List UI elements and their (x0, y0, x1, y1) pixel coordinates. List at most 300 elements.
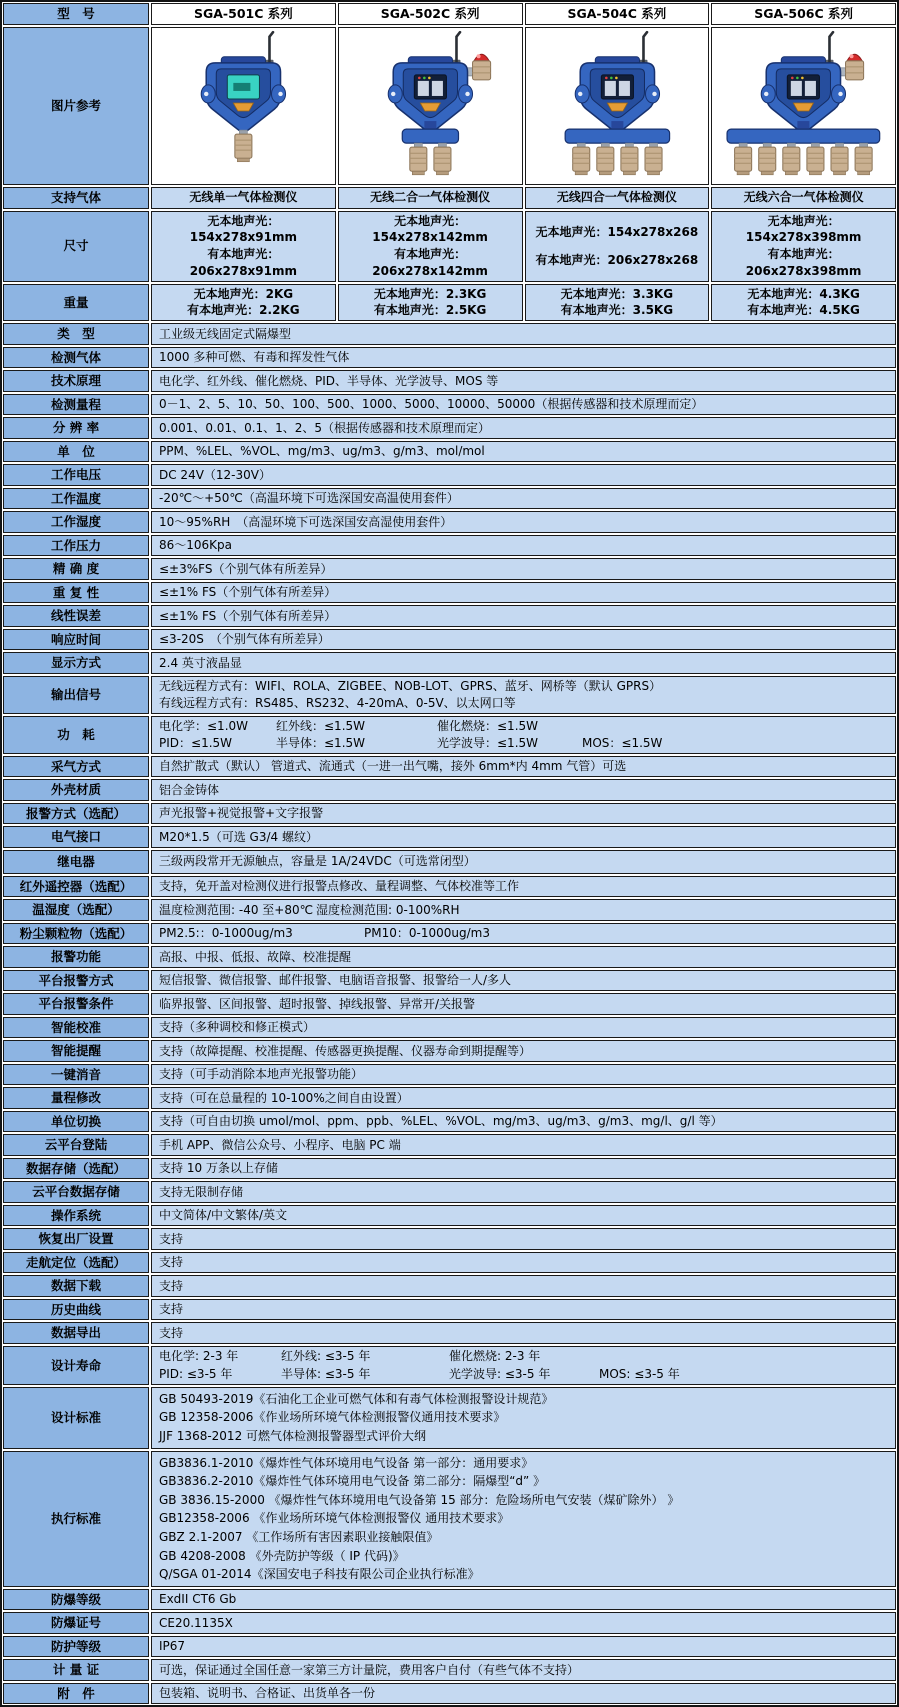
spec-row (3, 779, 896, 801)
row-value-text: -20℃～+50℃（高温环境下可选深国安高温使用套件） (159, 491, 459, 506)
row-label-text: 工作温度 (50, 490, 101, 506)
row-label-text: 附 件 (57, 1685, 95, 1701)
sga-504c-detector (527, 29, 708, 183)
row-label-text: 采气方式 (50, 758, 101, 774)
row-value (151, 923, 896, 945)
spec-row (3, 716, 896, 754)
row-value-text: ≤3-20S （个别气体有所差异） (159, 632, 330, 647)
row-value-line (159, 925, 888, 942)
model-value-cell (525, 211, 710, 282)
row-value-text: CE20.1135X (159, 1615, 233, 1630)
row-value-text: 1000 多种可燃、有毒和挥发性气体 (159, 350, 350, 365)
spec-row (3, 1659, 896, 1681)
detector-body (388, 56, 472, 131)
row-label-text: 继电器 (57, 854, 95, 870)
row-value-text: 支持（多种调校和修正模式） (159, 1020, 316, 1035)
model-name: SGA-504C 系列 (567, 6, 667, 21)
row-label-text: 一键消音 (50, 1066, 101, 1082)
row-label (3, 1683, 149, 1705)
model-value-lines (154, 286, 333, 320)
spec-row (3, 1299, 896, 1321)
product-image-cell (151, 27, 336, 185)
row-label (3, 779, 149, 801)
row-label-text: 数据下载 (50, 1278, 101, 1294)
spec-row (3, 1636, 896, 1658)
row-value (151, 511, 896, 533)
model-value-text: 无线二合一气体检测仪 (370, 190, 491, 205)
row-value (151, 1387, 896, 1449)
row-label (3, 187, 149, 209)
row-value-text: 支持 (159, 1231, 184, 1246)
spec-row (3, 970, 896, 992)
spec-row (3, 370, 896, 392)
row-value-text: 自然扩散式（默认） 管道式、流通式（一进一出气嘴，接外 6mm*内 4mm 气管）可选 (159, 759, 627, 774)
spec-row (3, 1181, 896, 1203)
row-value-lines (159, 1453, 888, 1585)
row-label-text: 计 量 证 (52, 1662, 100, 1678)
row-label (3, 1017, 149, 1039)
row-value-text: 支持 (159, 1278, 184, 1293)
row-value-text: ExdII CT6 Gb (159, 1592, 237, 1607)
row-value-text: ≤±1% FS（个别气体有所差异） (159, 585, 337, 600)
model-value-lines (528, 286, 707, 320)
model-value-line: 无本地声光：154x278x398mm (745, 213, 862, 245)
row-value-lines (159, 901, 888, 919)
row-label-text: 图片参考 (50, 97, 101, 113)
model-value-line: 无本地声光：3.3KG (560, 286, 674, 301)
spec-row (3, 993, 896, 1015)
row-label (3, 1111, 149, 1133)
row-label (3, 323, 149, 345)
spec-row (3, 1589, 896, 1611)
row-value-text: 包装箱、说明书、合格证、出货单各一份 (159, 1686, 376, 1701)
row-value-text: 可选，保证通过全国任意一家第三方计量院，费用客户自付（有些气体不支持） (159, 1662, 580, 1677)
spec-row (3, 1451, 896, 1587)
model-value-lines (341, 286, 520, 320)
row-label (3, 211, 149, 282)
row-value-line: 有线远程方式有：RS485、RS232、4-20mA、0-5V、以太网口等 (159, 695, 516, 710)
model-value-lines (714, 286, 893, 320)
spec-row (3, 899, 896, 921)
row-value-text: IP67 (159, 1639, 186, 1654)
row-value-line: GB 3836.15-2000 《爆炸性气体环境用电气设备第 15 部分：危险场所电气安装（煤矿除外） 》 (159, 1492, 680, 1507)
spec-row (3, 652, 896, 674)
row-label-text: 平台报警方式 (38, 972, 114, 988)
row-label (3, 1299, 149, 1321)
row-label-text: 执行标准 (50, 1511, 101, 1527)
row-value-text: 支持无限制存储 (159, 1184, 244, 1199)
row-value-text: 铝合金铸体 (159, 782, 220, 797)
row-value-line: GB 4208-2008 《外壳防护等级（ IP 代码)》 (159, 1548, 405, 1563)
gas-sensor-probe-icon (620, 143, 637, 175)
row-value (151, 1064, 896, 1086)
spec-row (3, 1252, 896, 1274)
spec-row (3, 187, 896, 209)
spec-row (3, 441, 896, 463)
gas-sensor-probe-icon (783, 143, 800, 175)
model-value-line: 有本地声光：2.5KG (373, 303, 487, 318)
row-value (151, 1134, 896, 1156)
row-label-text: 工作湿度 (50, 514, 101, 530)
row-label (3, 1087, 149, 1109)
gas-sensor-probe-icon (572, 143, 589, 175)
row-value-lines (159, 1348, 888, 1383)
row-label (3, 394, 149, 416)
row-value (151, 1636, 896, 1658)
row-value (151, 323, 896, 345)
gas-sensor-probe-icon (644, 143, 661, 175)
model-value-text: 无线单一气体检测仪 (189, 190, 298, 205)
row-value-segment: 半导体: ≤3-5 年 (281, 1366, 371, 1381)
product-image-cell (338, 27, 523, 185)
row-value-line (159, 1366, 888, 1383)
row-value (151, 850, 896, 874)
model-value-lines (341, 213, 520, 280)
row-label (3, 488, 149, 510)
model-value-cell (711, 211, 896, 282)
row-label-text: 云平台数据存储 (32, 1184, 120, 1200)
model-value-lines (714, 213, 893, 280)
row-value-segment: PID: ≤3-5 年 (159, 1366, 233, 1381)
row-label (3, 876, 149, 898)
row-label-text: 单 位 (57, 443, 95, 459)
row-value (151, 826, 896, 848)
row-value-segment: MOS：≤1.5W (582, 735, 663, 750)
row-value-lines (159, 1389, 888, 1447)
row-label-text: 技术原理 (50, 373, 101, 389)
row-value (151, 1275, 896, 1297)
row-value-text: 支持（可自由切换 umol/mol、ppm、ppb、%LEL、%VOL、mg/m3、ug/m3、g/m3、mg/l、g/l 等） (159, 1114, 723, 1129)
model-value-cell (151, 211, 336, 282)
row-value-text: 高报、中报、低报、故障、校准提醒 (159, 949, 352, 964)
row-label-text: 检测量程 (50, 396, 101, 412)
row-value-line: Q/SGA 01-2014《深国安电子科技有限公司企业执行标准》 (159, 1567, 480, 1582)
row-label (3, 899, 149, 921)
row-value-text: ≤±3%FS（个别气体有所差异） (159, 561, 333, 576)
row-value-line (159, 718, 888, 735)
row-label-text: 精 确 度 (52, 561, 100, 577)
model-value-cell (525, 187, 710, 209)
row-value (151, 464, 896, 486)
spec-row (3, 488, 896, 510)
model-value-cell (525, 284, 710, 322)
row-label-text: 工作压力 (50, 537, 101, 553)
spec-row (3, 1111, 896, 1133)
row-value-segment: 电化学：≤1.0W (159, 718, 249, 733)
row-label-text: 智能提醒 (50, 1043, 101, 1059)
row-value-text: PPM、%LEL、%VOL、mg/m3、ug/m3、g/m3、mol/mol (159, 444, 485, 459)
row-value-segment: 温度检测范围: -40 至+80℃ (159, 902, 314, 917)
row-label (3, 347, 149, 369)
sensor-manifold (565, 129, 669, 143)
row-value (151, 1299, 896, 1321)
row-label-text: 功 耗 (57, 727, 95, 743)
row-label-text: 走航定位（选配） (25, 1254, 126, 1270)
row-label (3, 582, 149, 604)
row-value (151, 676, 896, 714)
row-value (151, 535, 896, 557)
row-value-segment: 湿度检测范围: 0-100%RH (316, 902, 460, 917)
detector-body (761, 56, 845, 131)
row-value-text: 电化学、红外线、催化燃烧、PID、半导体、光学波导、MOS 等 (159, 373, 499, 388)
sensor-manifold (402, 129, 458, 143)
row-value (151, 1589, 896, 1611)
spec-row (3, 1017, 896, 1039)
model-value-cell (338, 211, 523, 282)
row-label-text: 尺寸 (63, 238, 89, 254)
spec-row (3, 347, 896, 369)
row-value-lines (159, 718, 888, 752)
row-value (151, 1228, 896, 1250)
model-value-line: 有本地声光：4.5KG (747, 303, 860, 318)
model-header-cell (525, 3, 710, 25)
model-value-line: 无本地声光：2.3KG (373, 286, 487, 301)
model-value-line: 有本地声光：206x278x398mm (745, 247, 862, 278)
spec-row (3, 605, 896, 627)
model-value-line: 无本地声光：4.3KG (747, 286, 860, 301)
row-label (3, 676, 149, 714)
row-value (151, 1252, 896, 1274)
model-header-cell (151, 3, 336, 25)
model-value-line: 有本地声光：206x278x142mm (372, 247, 488, 278)
model-value-line: 有本地声光：2.2KG (187, 303, 300, 318)
row-label (3, 946, 149, 968)
spec-row (3, 1158, 896, 1180)
row-value-line: GB 12358-2006《作业场所环境气体检测报警仪通用技术要求》 (159, 1410, 506, 1425)
row-label (3, 3, 149, 25)
row-label (3, 970, 149, 992)
sga-502c-detector (340, 29, 521, 183)
spec-row (3, 284, 896, 322)
row-label (3, 284, 149, 322)
row-value (151, 716, 896, 754)
gas-sensor-probe-icon (235, 130, 252, 162)
model-header-cell (711, 3, 896, 25)
row-label (3, 652, 149, 674)
spec-row (3, 582, 896, 604)
row-label-text: 防爆证号 (50, 1615, 101, 1631)
row-value (151, 370, 896, 392)
gas-sensor-probe-icon (807, 143, 824, 175)
row-value-segment: 光学波导: ≤3-5 年 (449, 1366, 551, 1381)
model-value-line: 无本地声光：2KG (193, 286, 294, 301)
row-label (3, 1322, 149, 1344)
row-label (3, 1064, 149, 1086)
row-value (151, 1111, 896, 1133)
model-value-text: 无线四合一气体检测仪 (556, 190, 677, 205)
row-label-text: 温湿度（选配） (32, 902, 120, 918)
model-value-line: 有本地声光：3.5KG (560, 303, 674, 318)
row-label (3, 1451, 149, 1587)
row-label (3, 803, 149, 825)
model-value-lines (528, 213, 707, 280)
model-name: SGA-502C 系列 (380, 6, 480, 21)
row-label-text: 设计标准 (50, 1410, 101, 1426)
model-value-cell (338, 187, 523, 209)
row-value-segment: PM10：0-1000ug/m3 (364, 926, 490, 941)
row-label (3, 1589, 149, 1611)
row-label-text: 智能校准 (50, 1019, 101, 1035)
row-value-segment: 红外线: ≤3-5 年 (281, 1349, 371, 1364)
row-value (151, 1659, 896, 1681)
row-value (151, 1322, 896, 1344)
spec-row (3, 923, 896, 945)
row-label (3, 535, 149, 557)
row-value-line: JJF 1368-2012 可燃气体检测报警器型式评价大纲 (159, 1429, 427, 1444)
row-value (151, 1017, 896, 1039)
row-value-text: 86～106Kpa (159, 538, 233, 553)
row-label (3, 605, 149, 627)
row-value (151, 347, 896, 369)
row-value (151, 779, 896, 801)
row-value (151, 558, 896, 580)
row-value (151, 1040, 896, 1062)
row-label (3, 417, 149, 439)
spec-row (3, 417, 896, 439)
row-label (3, 1228, 149, 1250)
gas-sensor-probe-icon (434, 143, 451, 175)
row-label-text: 单位切换 (50, 1113, 101, 1129)
model-header-cell (338, 3, 523, 25)
row-label-text: 外壳材质 (50, 782, 101, 798)
row-value (151, 488, 896, 510)
row-label-text: 显示方式 (50, 655, 101, 671)
row-label (3, 1612, 149, 1634)
row-label (3, 441, 149, 463)
row-value (151, 629, 896, 651)
row-label (3, 923, 149, 945)
spec-row (3, 511, 896, 533)
spec-row (3, 1612, 896, 1634)
row-value (151, 1683, 896, 1705)
row-value-text: 支持，免开盖对检测仪进行报警点修改、量程调整、气体校准等工作 (159, 879, 520, 894)
row-value (151, 1158, 896, 1180)
row-value-text: 临界报警、区间报警、超时报警、掉线报警、异常开/关报警 (159, 996, 476, 1011)
detector-body (575, 56, 659, 131)
row-label-text: 恢复出厂设置 (38, 1231, 114, 1247)
row-label-text: 粉尘颗粒物（选配） (19, 925, 133, 941)
row-value (151, 946, 896, 968)
model-value-line: 无本地声光：154x278x91mm (189, 213, 298, 245)
row-label-text: 报警方式（选配） (25, 805, 126, 821)
gas-sensor-probe-icon (735, 143, 752, 175)
sga-501c-detector (153, 29, 334, 183)
row-value (151, 803, 896, 825)
row-label-text: 支持气体 (50, 189, 101, 205)
spec-row (3, 211, 896, 282)
row-value-text: 三级两段常开无源触点，容量是 1A/24VDC（可选常闭型） (159, 854, 476, 869)
row-value-text: 工业级无线固定式隔爆型 (159, 326, 292, 341)
spec-row (3, 535, 896, 557)
spec-row (3, 850, 896, 874)
row-value-line: GB 50493-2019《石油化工企业可燃气体和有毒气体检测报警设计规范》 (159, 1391, 554, 1406)
row-value-segment: 红外线：≤1.5W (276, 718, 366, 733)
row-label-text: 报警功能 (50, 949, 101, 965)
model-value-cell (711, 187, 896, 209)
row-value (151, 899, 896, 921)
row-value-text: 支持（故障提醒、校准提醒、传感器更换提醒、仪器寿命到期提醒等） (159, 1043, 532, 1058)
row-label-text: 输出信号 (50, 687, 101, 703)
row-label (3, 1275, 149, 1297)
row-label-text: 线性误差 (50, 608, 101, 624)
spec-row (3, 676, 896, 714)
row-label-text: 防护等级 (50, 1638, 101, 1654)
row-value-text: M20*1.5（可选 G3/4 螺纹） (159, 829, 318, 844)
row-value-segment: 光学波导：≤1.5W (437, 735, 539, 750)
row-value (151, 605, 896, 627)
row-label-text: 云平台登陆 (44, 1137, 108, 1153)
row-label-text: 类 型 (57, 326, 95, 342)
model-value-lines (154, 213, 333, 280)
row-label (3, 1040, 149, 1062)
spec-row (3, 1134, 896, 1156)
sga-506c-detector (713, 29, 894, 183)
row-value (151, 394, 896, 416)
row-value-text: 支持 (159, 1325, 184, 1340)
row-value-segment: PID：≤1.5W (159, 735, 233, 750)
row-value-text: 0.001、0.01、0.1、1、2、5（根据传感器和技术原理而定） (159, 420, 491, 435)
row-value-segment: PM2.5:：0-1000ug/m3 (159, 926, 293, 941)
spec-row (3, 1275, 896, 1297)
row-value (151, 1346, 896, 1385)
row-label (3, 629, 149, 651)
gas-sensor-probe-icon (410, 143, 427, 175)
row-value (151, 876, 896, 898)
row-value-segment: MOS: ≤3-5 年 (599, 1366, 680, 1381)
spec-row (3, 826, 896, 848)
spec-row (3, 1387, 896, 1449)
row-value-text: 0－1、2、5、10、50、100、500、1000、5000、10000、50000（根据传感器和技术原理而定） (159, 397, 704, 412)
row-value (151, 1205, 896, 1227)
row-value-line: GB12358-2006 《作业场所环境气体检测报警仪 通用技术要求》 (159, 1511, 510, 1526)
model-value-line: 无本地声光：154x278x268 (535, 224, 699, 239)
row-label (3, 1636, 149, 1658)
model-value-line: 有本地声光：206x278x91mm (189, 247, 298, 278)
row-value-line (159, 902, 888, 919)
spec-row (3, 756, 896, 778)
model-value-text: 无线六合一气体检测仪 (743, 190, 864, 205)
row-label-text: 响应时间 (50, 631, 101, 647)
spec-row (3, 876, 896, 898)
row-label (3, 370, 149, 392)
spec-row (3, 946, 896, 968)
spec-row (3, 1040, 896, 1062)
row-label (3, 1659, 149, 1681)
spec-row (3, 394, 896, 416)
row-label-text: 型 号 (57, 6, 95, 21)
row-value-line (159, 735, 888, 752)
gas-sensor-probe-icon (759, 143, 776, 175)
row-value (151, 1612, 896, 1634)
row-label (3, 1252, 149, 1274)
gas-sensor-probe-icon (831, 143, 848, 175)
row-value-lines (159, 678, 888, 712)
detector-body (201, 56, 285, 131)
row-label-text: 防爆等级 (50, 1591, 101, 1607)
row-label-text: 检测气体 (50, 349, 101, 365)
row-label (3, 716, 149, 754)
row-value (151, 417, 896, 439)
row-label (3, 826, 149, 848)
row-value (151, 1451, 896, 1587)
model-value-line: 有本地声光：206x278x268 (535, 252, 699, 267)
gas-sensor-probe-icon (855, 143, 872, 175)
row-label (3, 27, 149, 185)
row-value (151, 756, 896, 778)
row-label (3, 993, 149, 1015)
row-value (151, 970, 896, 992)
row-value-text: ≤±1% FS（个别气体有所差异） (159, 608, 337, 623)
